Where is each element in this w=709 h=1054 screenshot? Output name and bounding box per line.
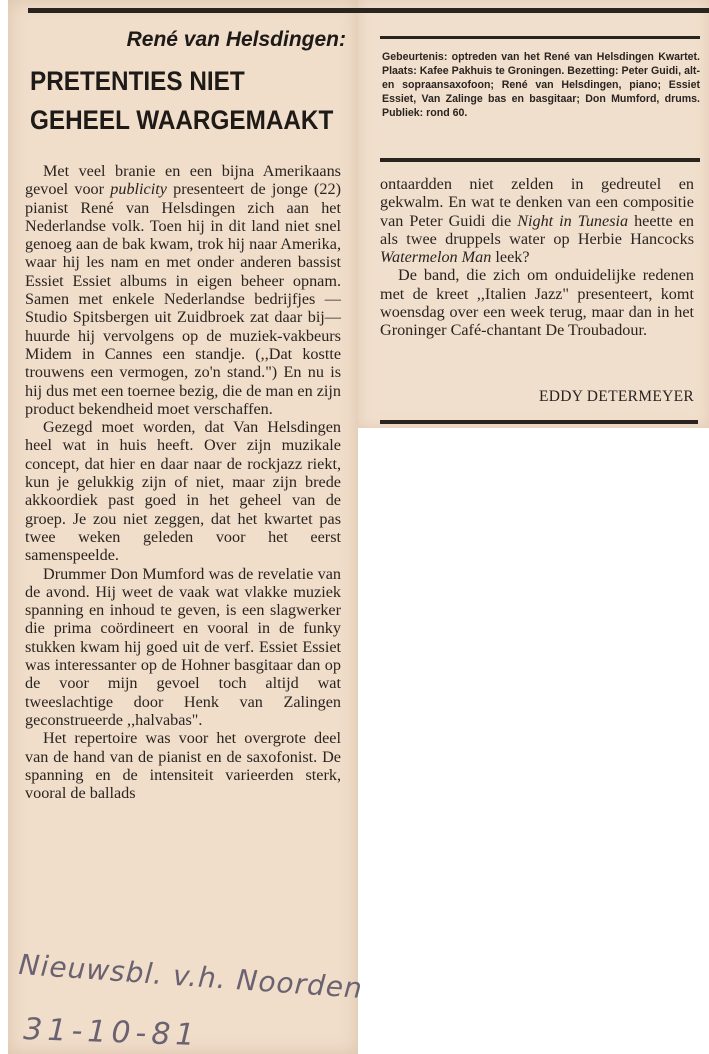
bottom-rule: [380, 420, 698, 424]
paragraph-2: Gezegd moet worden, dat Van Helsdingen heel wat in huis heeft. Over zijn muzikale concept, dat hier en daar naar de rockjazz riekt, kun je gelukkig zijn of niet, maar zijn brede akkoordiek past goed in het geheel van de groep. Je zou niet zeggen, dat het kwartet pas twee weken geleden voor het eerst samenspeelde.: [25, 418, 341, 565]
paragraph-5: ontaardden niet zelden in gedreutel en gekwalm. En wat te denken van een compositie van Peter Guidi die Night in Tunesia heette en als twee druppels water op Herbie Hancocks Watermelon Man leek?: [380, 175, 694, 267]
paragraph-1: Met veel branie en een bijna Amerikaans gevoel voor publicity presenteert de jonge (22) pianist René van Helsdingen zich aan het Nederlandse volk. Toen hij in dit land niet snel genoeg aan de bak kwam, trok hij naar Amerika, waar hij les nam en met onder anderen bassist Essiet Essiet albums in eigen beheer opnam. Samen met enkele Nederlandse bedrijfjes — Studio Spitsbergen uit Zuidbroek zat daar bij— huurde hij vervolgens op de muziek-vakbeurs Midem in Cannes een standje. (,,Dat kostte trouwens een vermogen, zo'n stand.") En nu is hij dus met een toernee bezig, die de man en zijn product bekendheid moet verschaffen.: [25, 162, 341, 418]
event-info-box: Gebeurtenis: optreden van het René van Helsdingen Kwartet. Plaats: Kafee Pakhuis te Groningen. Bezetting: Peter Guidi, alt- en sopraansaxofoon; René van Helsdingen, piano; Essiet Essiet, Van Zalinge bas en basgitaar; Don Mumford, drums. Publiek: rond 60.: [382, 51, 700, 119]
headline-line-1: PRETENTIES NIET: [30, 66, 245, 96]
paragraph-3: Drummer Don Mumford was de revelatie van de avond. Hij weet de vaak wat vlakke muziek spanning en inhoud te geven, is een slagwerker die prima coördineert en vooral in de funky stukken kwam hij goed uit de verf. Essiet Essiet was interessanter op de Hohner basgitaar dan op de voor mijn gevoel toch altijd wat tweeslachtige door Henk van Zalingen geconstrueerde ,,halvabas".: [25, 564, 341, 729]
handwritten-date-note: 31-10-81: [22, 1012, 201, 1054]
article-author-line: René van Helsdingen:: [126, 28, 346, 51]
article-column-right: [380, 175, 694, 340]
paragraph-6: De band, die zich om onduidelijke redenen met de kreet ,,Italien Jazz" presenteert, komt woensdag over een week terug, maar dan in het Groninger Café-chantant De Troubadour.: [380, 266, 694, 340]
article-signature: EDDY DETERMEYER: [538, 388, 694, 405]
article-headline: [30, 62, 334, 140]
paragraph-4: Het repertoire was voor het overgrote deel van de hand van de pianist en de saxofonist. De spanning en de intensiteit varieerden sterk, vooral de ballads: [25, 729, 341, 803]
handwritten-source-note: Nieuwsbl. v.h. Noorden: [17, 948, 364, 1005]
top-rule: [28, 8, 709, 13]
info-box-top-rule: [380, 36, 700, 39]
info-box-bottom-rule: [380, 158, 700, 162]
headline-line-2: GEHEEL WAARGEMAAKT: [30, 105, 334, 135]
article-column-left: [25, 162, 341, 802]
